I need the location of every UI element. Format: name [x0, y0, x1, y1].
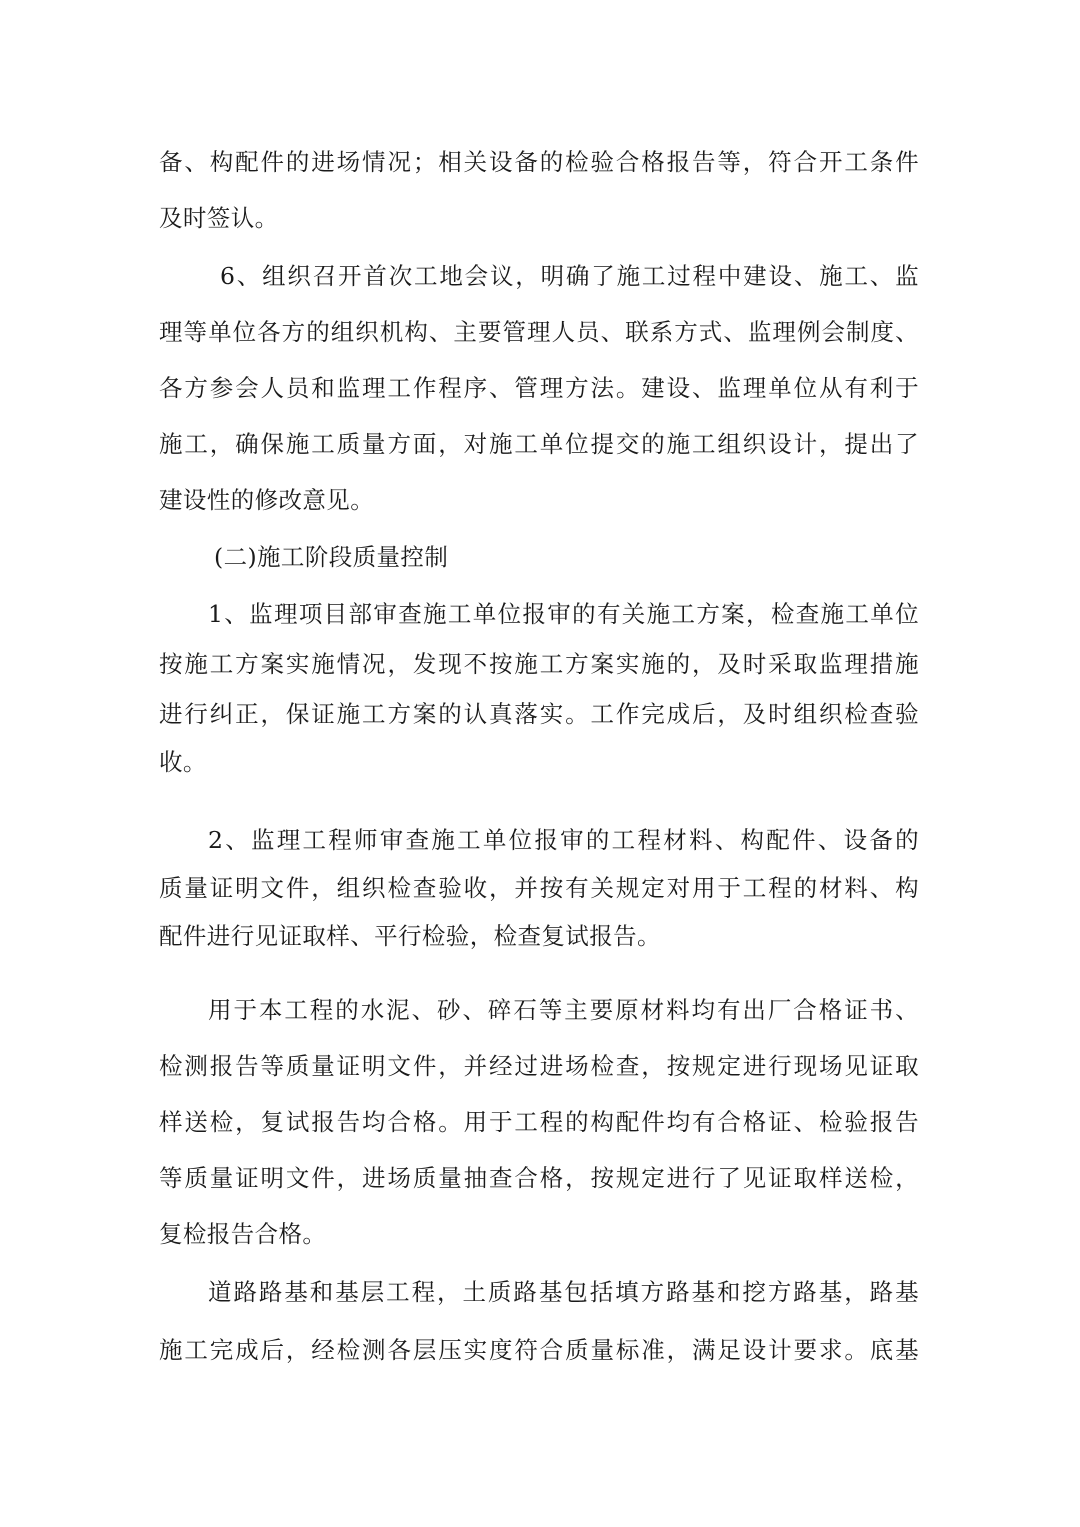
text-line: 复检报告合格。 — [159, 1220, 327, 1248]
text-line: 1、监理项目部审查施工单位报审的有关施工方案，检查施工单位 — [208, 600, 919, 628]
text-line: 建设性的修改意见。 — [159, 486, 375, 514]
section-heading: (二)施工阶段质量控制 — [214, 543, 449, 571]
text-line: 施工，确保施工质量方面，对施工单位提交的施工组织设计，提出了 — [159, 430, 919, 458]
text-line: 按施工方案实施情况，发现不按施工方案实施的，及时采取监理措施 — [159, 650, 919, 678]
text-line: 及时签认。 — [159, 204, 279, 232]
text-line: 配件进行见证取样、平行检验，检查复试报告。 — [159, 922, 661, 950]
text-line: 6、组织召开首次工地会议，明确了施工过程中建设、施工、监 — [220, 262, 919, 290]
text-line: 道路路基和基层工程，土质路基包括填方路基和挖方路基，路基 — [208, 1278, 919, 1306]
text-line: 收。 — [159, 748, 207, 776]
text-line: 等质量证明文件，进场质量抽查合格，按规定进行了见证取样送检， — [159, 1164, 919, 1192]
text-line: 备、构配件的进场情况；相关设备的检验合格报告等，符合开工条件 — [159, 148, 919, 176]
text-line: 检测报告等质量证明文件，并经过进场检查，按规定进行现场见证取 — [159, 1052, 919, 1080]
text-line: 用于本工程的水泥、砂、碎石等主要原材料均有出厂合格证书、 — [208, 996, 919, 1024]
text-line: 理等单位各方的组织机构、主要管理人员、联系方式、监理例会制度、 — [159, 318, 919, 346]
text-line: 各方参会人员和监理工作程序、管理方法。建设、监理单位从有利于 — [159, 374, 919, 402]
text-line: 2、监理工程师审查施工单位报审的工程材料、构配件、设备的 — [208, 826, 919, 854]
text-line: 进行纠正，保证施工方案的认真落实。工作完成后，及时组织检查验 — [159, 700, 919, 728]
text-line: 施工完成后，经检测各层压实度符合质量标准，满足设计要求。底基 — [159, 1336, 919, 1364]
text-line: 样送检，复试报告均合格。用于工程的构配件均有合格证、检验报告 — [159, 1108, 919, 1136]
text-line: 质量证明文件，组织检查验收，并按有关规定对用于工程的材料、构 — [159, 874, 919, 902]
